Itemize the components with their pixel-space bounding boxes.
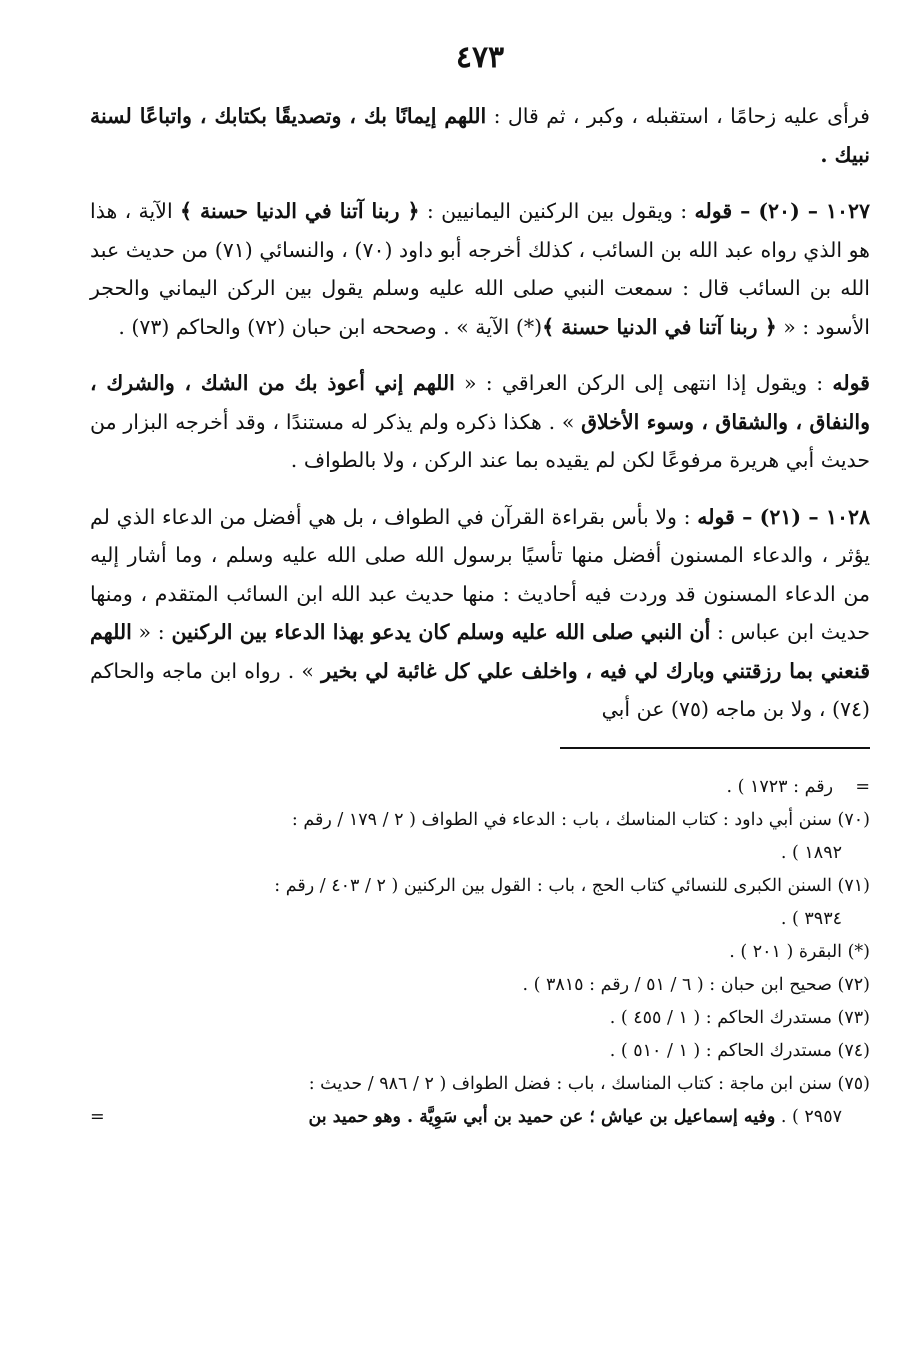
footnote-75 <box>90 1068 870 1134</box>
text-segment: : ويقول بين الركنين اليمانيين : <box>419 199 695 223</box>
footnote-continues-marker: = <box>90 1106 105 1127</box>
quran-quote: ﴿ ربنا آتنا في الدنيا حسنة ﴾ <box>179 199 420 223</box>
paragraph-2 <box>90 192 870 346</box>
footnote-text: سنن ابن ماجة : كتاب المناسك ، باب : فضل الطواف ( ٢ / ٩٨٦ / حديث : <box>308 1073 832 1094</box>
text-segment: » . هكذا ذكره ولم يذكر له مستندًا ، وقد أخرجه البزار من حديث أبي هريرة مرفوعًا لكن لم يقيده بما عند الركن ، ولا بالطواف . <box>90 409 870 472</box>
paragraph-1 <box>90 97 870 174</box>
text-segment: فرأى عليه زحامًا ، استقبله ، وكبر ، ثم قال : <box>486 104 870 128</box>
text-segment: الآية ، هذا هو الذي رواه عبد الله بن السائب ، كذلك أخرجه أبو داود (٧٠) ، والنسائي (٧١) من حديث عبد الله بن السائب قال : سمعت النبي صلى الله عليه وسلم يقول بين الركن اليماني والحجر الأسود : « <box>90 199 870 339</box>
dua-quote: اللهم إني أعوذ بك من الشك ، والشرك ، والنفاق ، والشقاق ، وسوء الأخلاق <box>90 371 870 434</box>
footnote-72 <box>90 969 870 1002</box>
footnote-text: السنن الكبرى للنسائي كتاب الحج ، باب : القول بين الركنين ( ٢ / ٤٠٣ / رقم : <box>274 875 832 896</box>
footnote-70 <box>90 804 870 870</box>
footnote-marker: (٧٤) <box>837 1040 870 1061</box>
footnote-71 <box>90 870 870 936</box>
paragraph-3 <box>90 364 870 480</box>
footnote-marker: (٧٢) <box>837 974 870 995</box>
footnote-continuation: ٣٩٣٤ ) . <box>780 908 842 929</box>
footnote-continuation: ١٨٩٢ ) . <box>780 842 842 863</box>
text-segment: : « <box>131 620 172 644</box>
entry-number: ١٠٢٨ – (٢١) – قوله <box>697 504 870 529</box>
footnote-text: صحيح ابن حبان : ( ٦ / ٥١ / رقم : ٣٨١٥ ) . <box>522 974 832 995</box>
footnote-74 <box>90 1035 870 1068</box>
footnote-marker: (٧٥) <box>837 1073 870 1094</box>
footnotes <box>90 771 870 1134</box>
footnote-73 <box>90 1002 870 1035</box>
text-segment: : ولا بأس بقراءة القرآن في الطواف ، بل هي أفضل من الدعاء الذي لم يؤثر ، والدعاء المسنون أفضل منها تأسيًا برسول الله صلى الله عليه وسلم ، وما أشار إليه من الدعاء المسنون قد وردت فيه أحاديث : منها حديث عبد الله ابن السائب المتقدم ، ومنها حديث ابن عباس : <box>90 504 871 644</box>
quran-quote: ﴿ ربنا آتنا في الدنيا حسنة ﴾ <box>542 314 777 339</box>
text-segment: » . رواه ابن ماجه والحاكم (٧٤) ، ولا بن ماجه (٧٥) عن أبي <box>90 658 870 721</box>
footnote-marker: (٧٣) <box>837 1007 870 1028</box>
paragraph-4 <box>90 498 870 729</box>
footnote-continued <box>90 771 870 804</box>
footnote-star <box>90 936 870 969</box>
footnote-text: رقم : ١٧٢٣ ) . <box>726 776 834 797</box>
footnote-marker: (٧٠) <box>837 809 870 830</box>
footnote-text: البقرة ( ٢٠١ ) . <box>729 941 843 962</box>
footnote-marker: (*) <box>847 941 870 962</box>
hadith-quote: أن النبي صلى الله عليه وسلم كان يدعو بهذا الدعاء بين الركنين <box>171 620 711 644</box>
footnote-text: مستدرك الحاكم : ( ١ / ٤٥٥ ) . <box>609 1007 832 1028</box>
document-page <box>90 40 870 1134</box>
footnote-marker: = <box>855 776 870 797</box>
text-segment-bold: اللهم إيمانًا بك ، وتصديقًا بكتابك ، واتباعًا لسنة نبيك . <box>90 104 870 167</box>
footnote-continuation <box>90 1101 870 1134</box>
footnote-divider <box>560 747 870 749</box>
text-segment: : ويقول إذا انتهى إلى الركن العراقي : « <box>454 371 833 395</box>
page-number: ٤٧٣ <box>455 40 505 75</box>
main-text <box>90 97 870 729</box>
entry-label: قوله <box>832 371 870 395</box>
footnote-text: سنن أبي داود : كتاب المناسك ، باب : الدعاء في الطواف ( ٢ / ١٧٩ / رقم : <box>291 809 832 830</box>
footnote-bold-note: وفيه إسماعيل بن عياش ؛ عن حميد بن أبي سَوِيَّة . وهو حميد بن <box>308 1106 776 1127</box>
footnote-continuation-text: ٢٩٥٧ ) . <box>780 1106 842 1127</box>
footnote-marker: (٧١) <box>837 875 870 896</box>
dua-quote: اللهم قنعني بما رزقتني وبارك لي فيه ، واخلف علي كل غائبة لي بخير <box>90 620 870 683</box>
text-segment: (*) الآية » . وصححه ابن حبان (٧٢) والحاكم (٧٣) . <box>118 314 543 339</box>
footnote-text: مستدرك الحاكم : ( ١ / ٥١٠ ) . <box>609 1040 832 1061</box>
entry-number: ١٠٢٧ – (٢٠) – قوله <box>694 199 870 223</box>
